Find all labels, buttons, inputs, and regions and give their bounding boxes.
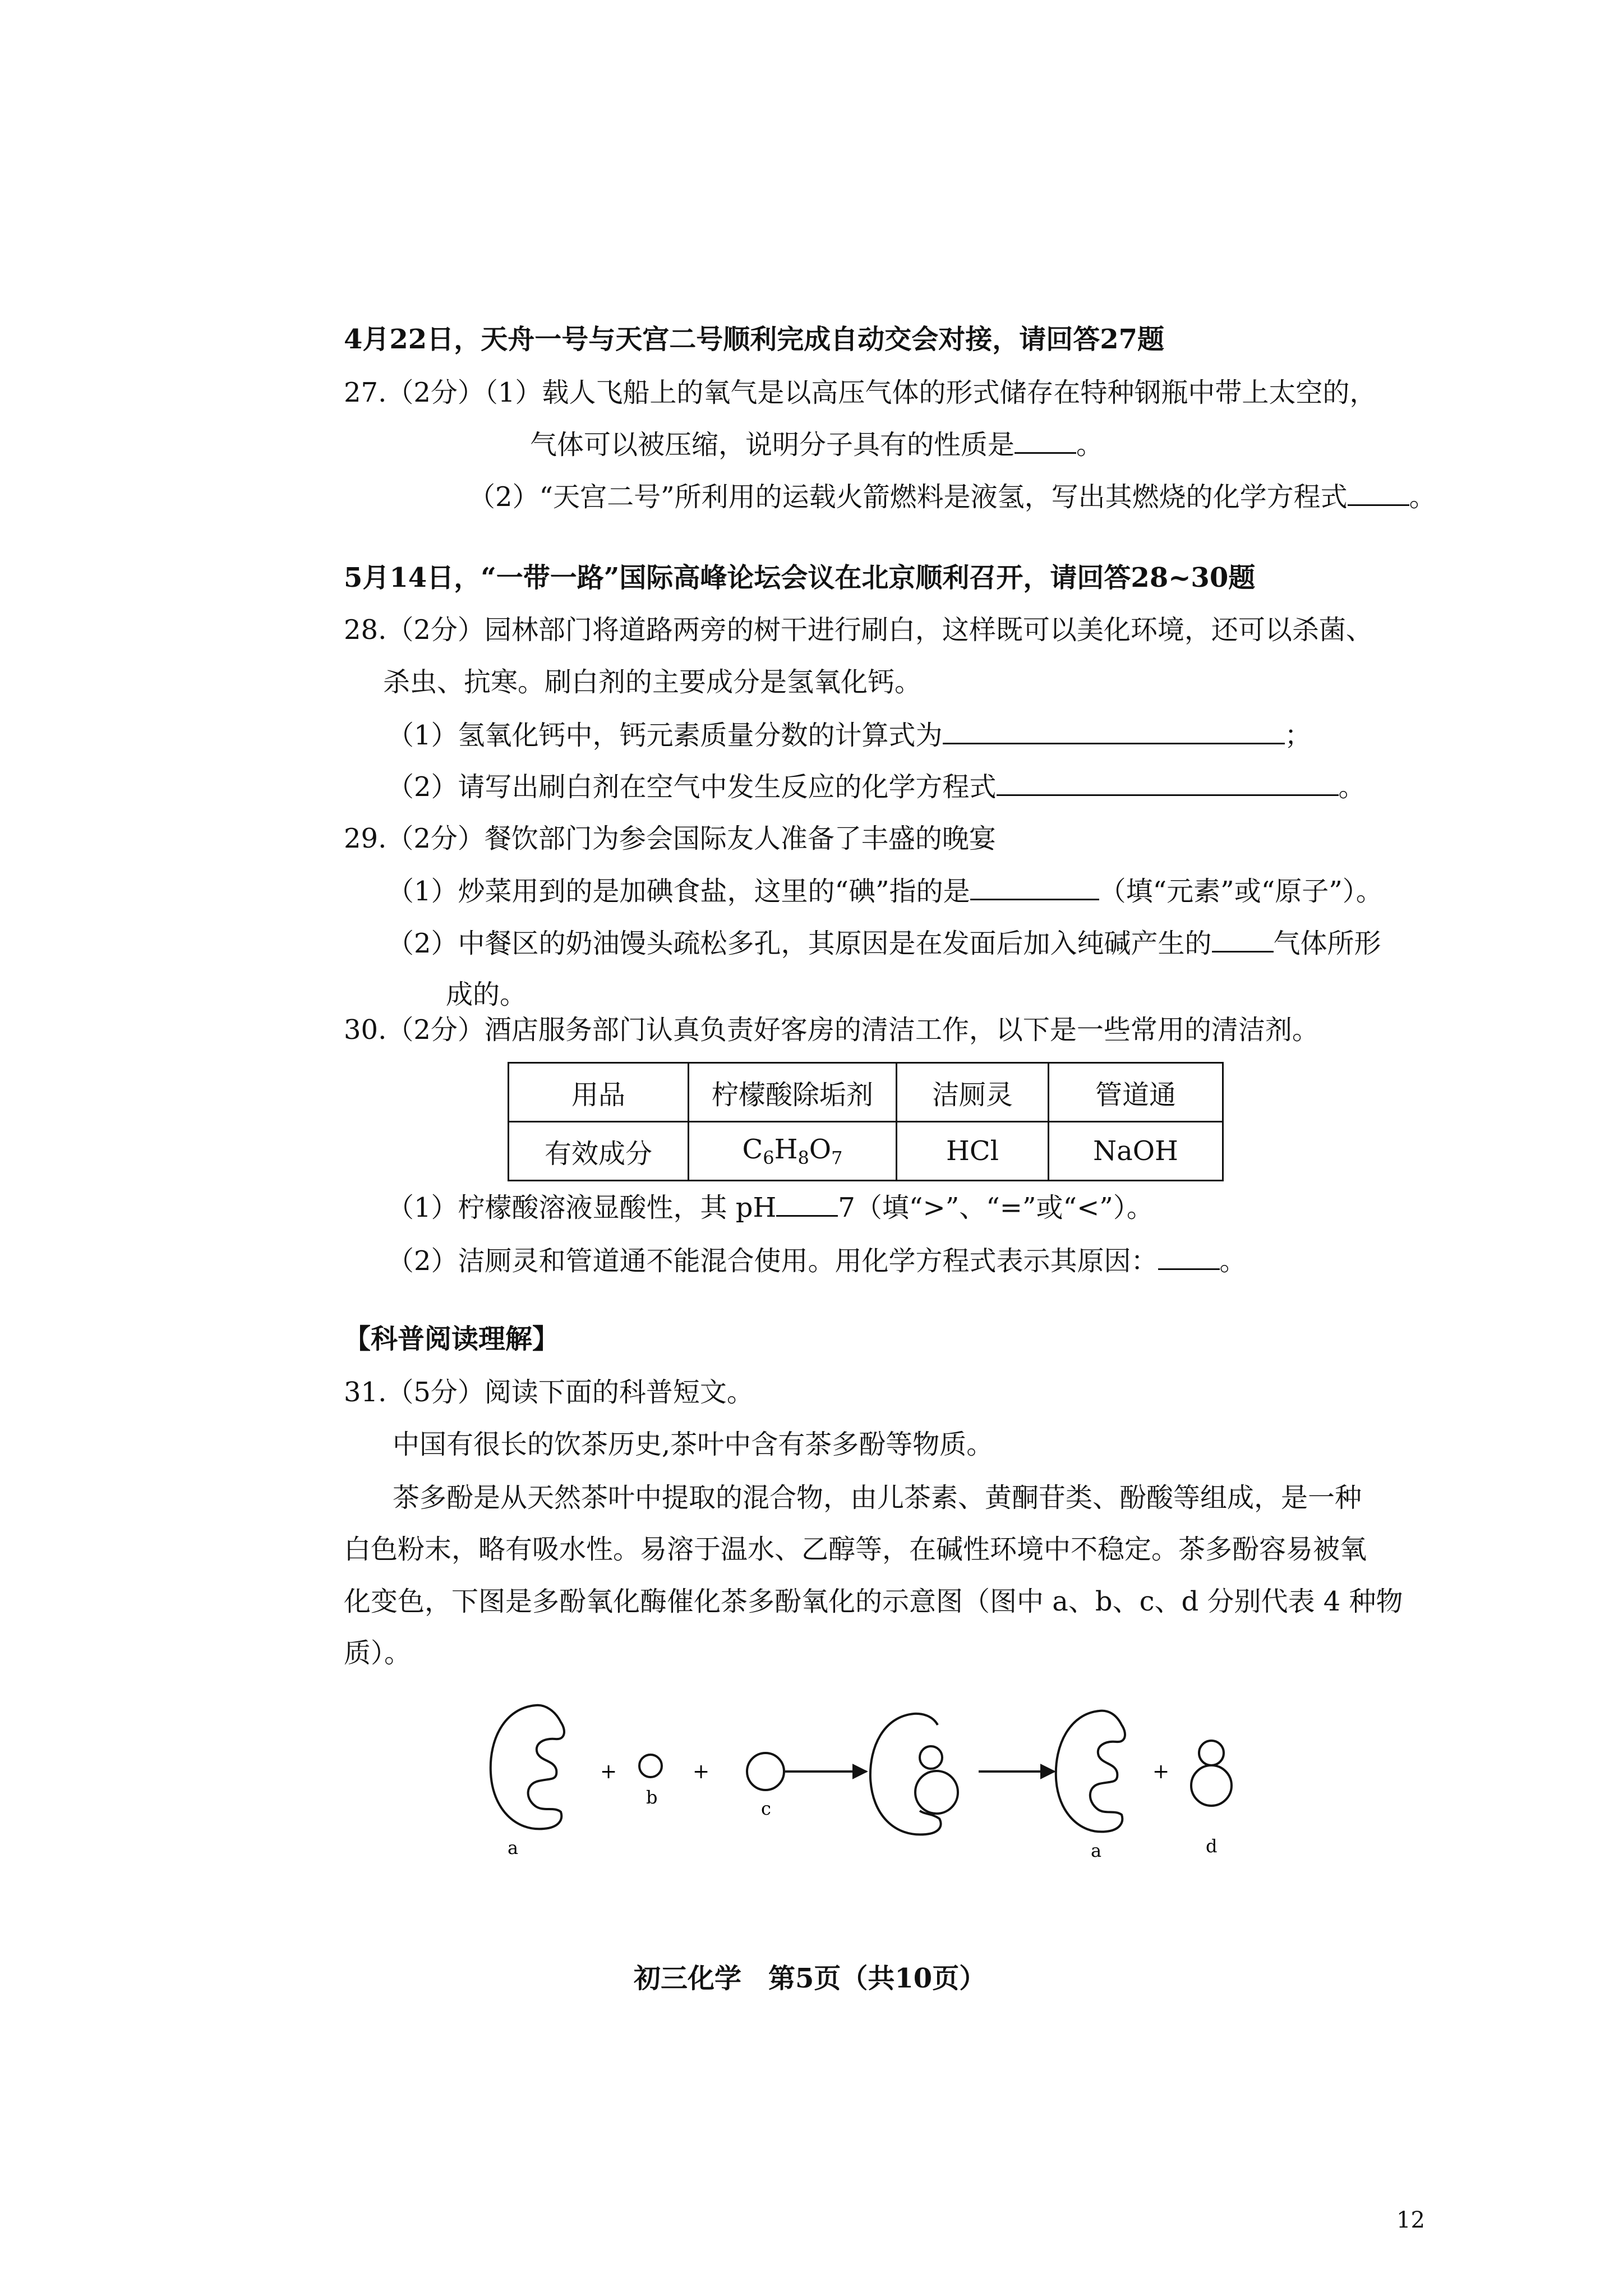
q27-line3-end: 。 [1409,481,1436,513]
molecule-d-top [1199,1741,1224,1765]
q30-part2 [387,1244,1247,1278]
label-c: c [761,1798,771,1819]
q30-part2-end: 。 [1219,1245,1247,1277]
table-cell: NaOH [1049,1122,1223,1181]
enzyme-a-shape [491,1705,564,1829]
q31-para2-line4: 质）。 [344,1637,412,1669]
table-row [509,1063,1223,1122]
q30-line1: 30.（2分）酒店服务部门认真负责好客房的清洁工作，以下是一些常用的清洁剂。 [344,1014,1319,1046]
answer-blank[interactable] [970,874,1099,900]
q29-part2-text: （2）中餐区的奶油馒头疏松多孔，其原因是在发面后加入纯碱产生的 [387,928,1212,959]
q28-part1 [387,718,1312,752]
table-row [509,1122,1223,1181]
q29-part1-text: （1）炒菜用到的是加碘食盐，这里的“碘”指的是 [387,876,970,907]
enzyme-a2-shape [1056,1711,1125,1832]
q31-para1: 中国有很长的饮茶历史,茶叶中含有茶多酚等物质。 [393,1429,994,1460]
q28-part2-text: （2）请写出刷白剂在空气中发生反应的化学方程式 [387,771,997,803]
plus-sign: + [1152,1760,1170,1783]
q28-part1-text: （1）氢氧化钙中，钙元素质量分数的计算式为 [387,720,943,751]
complex-c [915,1771,958,1814]
answer-blank[interactable] [943,718,1285,744]
answer-blank[interactable] [776,1190,838,1217]
label-b: b [646,1787,658,1808]
answer-blank[interactable] [1158,1244,1220,1270]
label-a2: a [1091,1840,1102,1861]
complex-b [920,1746,942,1769]
molecule-b [639,1755,662,1777]
answer-blank[interactable] [1348,480,1409,506]
formula-subscript: 6 [763,1147,774,1168]
plus-sign: + [693,1760,710,1783]
table-cell: 用品 [509,1063,689,1122]
q30-part2-text: （2）洁厕灵和管道通不能混合使用。用化学方程式表示其原因： [387,1245,1158,1277]
q27-line1: 27.（2分）（1）载人飞船上的氧气是以高压气体的形式储存在特种钢瓶中带上太空的， [344,377,1377,408]
q28-part1-end: ； [1284,720,1312,751]
q28-part2 [387,770,1366,804]
q28-part2-end: 。 [1338,771,1366,803]
section-heading-reading: 【科普阅读理解】 [344,1323,560,1355]
table-cell: HCl [897,1122,1049,1181]
table-cell: 柠檬酸除垢剂 [689,1063,897,1122]
answer-blank[interactable] [997,770,1339,796]
formula-symbol: C [742,1134,763,1165]
formula-subscript: 8 [797,1147,809,1168]
enzyme-complex-shape [870,1714,941,1835]
q27-line2-end: 。 [1076,429,1104,461]
enzyme-reaction-diagram [482,1700,1256,1862]
q31-para2-line2: 白色粉末，略有吸水性。易溶于温水、乙醇等，在碱性环境中不稳定。茶多酚容易被氧 [344,1534,1367,1565]
q30-part1 [387,1190,1154,1225]
molecule-c [747,1753,784,1790]
table-cell: 管道通 [1049,1063,1223,1122]
cleaner-table [508,1062,1224,1181]
section-heading-27: 4月22日，天舟一号与天宫二号顺利完成自动交会对接，请回答27题 [344,324,1164,355]
q29-part1-end: （填“元素”或“原子”）。 [1099,876,1383,907]
q27-line2 [530,427,1103,462]
q27-line3 [468,480,1436,514]
label-d: d [1206,1835,1218,1857]
table-cell: 洁厕灵 [897,1063,1049,1122]
q30-part1-text: （1）柠檬酸溶液显酸性，其 pH [387,1192,777,1223]
q29-part1 [387,874,1383,908]
formula-symbol: H [774,1134,798,1165]
table-cell: 有效成分 [509,1122,689,1181]
q31-line1: 31.（5分）阅读下面的科普短文。 [344,1377,754,1408]
formula-cell [689,1122,897,1181]
page-footer: 初三化学 第5页（共10页） [634,1963,986,1994]
q29-part2-cont: 成的。 [446,979,527,1010]
q31-para2-line1: 茶多酚是从天然茶叶中提取的混合物，由儿茶素、黄酮苷类、酚酸等组成，是一种 [393,1482,1362,1513]
formula-symbol: O [809,1134,832,1165]
label-a: a [508,1837,519,1858]
answer-blank[interactable] [1015,427,1076,454]
q29-part2 [387,926,1381,960]
q29-part2-end: 气体所形 [1273,928,1381,959]
page-number: 12 [1396,2207,1425,2233]
q28-line2: 杀虫、抗寒。刷白剂的主要成分是氢氧化钙。 [383,666,922,698]
section-heading-28-30: 5月14日，“一带一路”国际高峰论坛会议在北京顺利召开，请回答28~30题 [344,562,1256,593]
answer-blank[interactable] [1212,926,1274,953]
plus-sign: + [600,1760,617,1783]
formula-subscript: 7 [831,1147,843,1168]
q30-part1-end: 7（填“>”、“=”或“<”）。 [838,1192,1154,1223]
molecule-d-bottom [1191,1765,1232,1806]
q29-line1: 29.（2分）餐饮部门为参会国际友人准备了丰盛的晚宴 [344,823,996,854]
q27-line2-text: 气体可以被压缩，说明分子具有的性质是 [530,429,1015,461]
q27-line3-text: （2）“天宫二号”所利用的运载火箭燃料是液氢，写出其燃烧的化学方程式 [468,481,1348,513]
q31-para2-line3: 化变色，下图是多酚氧化酶催化茶多酚氧化的示意图（图中 a、b、c、d 分别代表 4 种物 [344,1586,1403,1617]
q28-line1: 28.（2分）园林部门将道路两旁的树干进行刷白，这样既可以美化环境，还可以杀菌、 [344,614,1373,646]
